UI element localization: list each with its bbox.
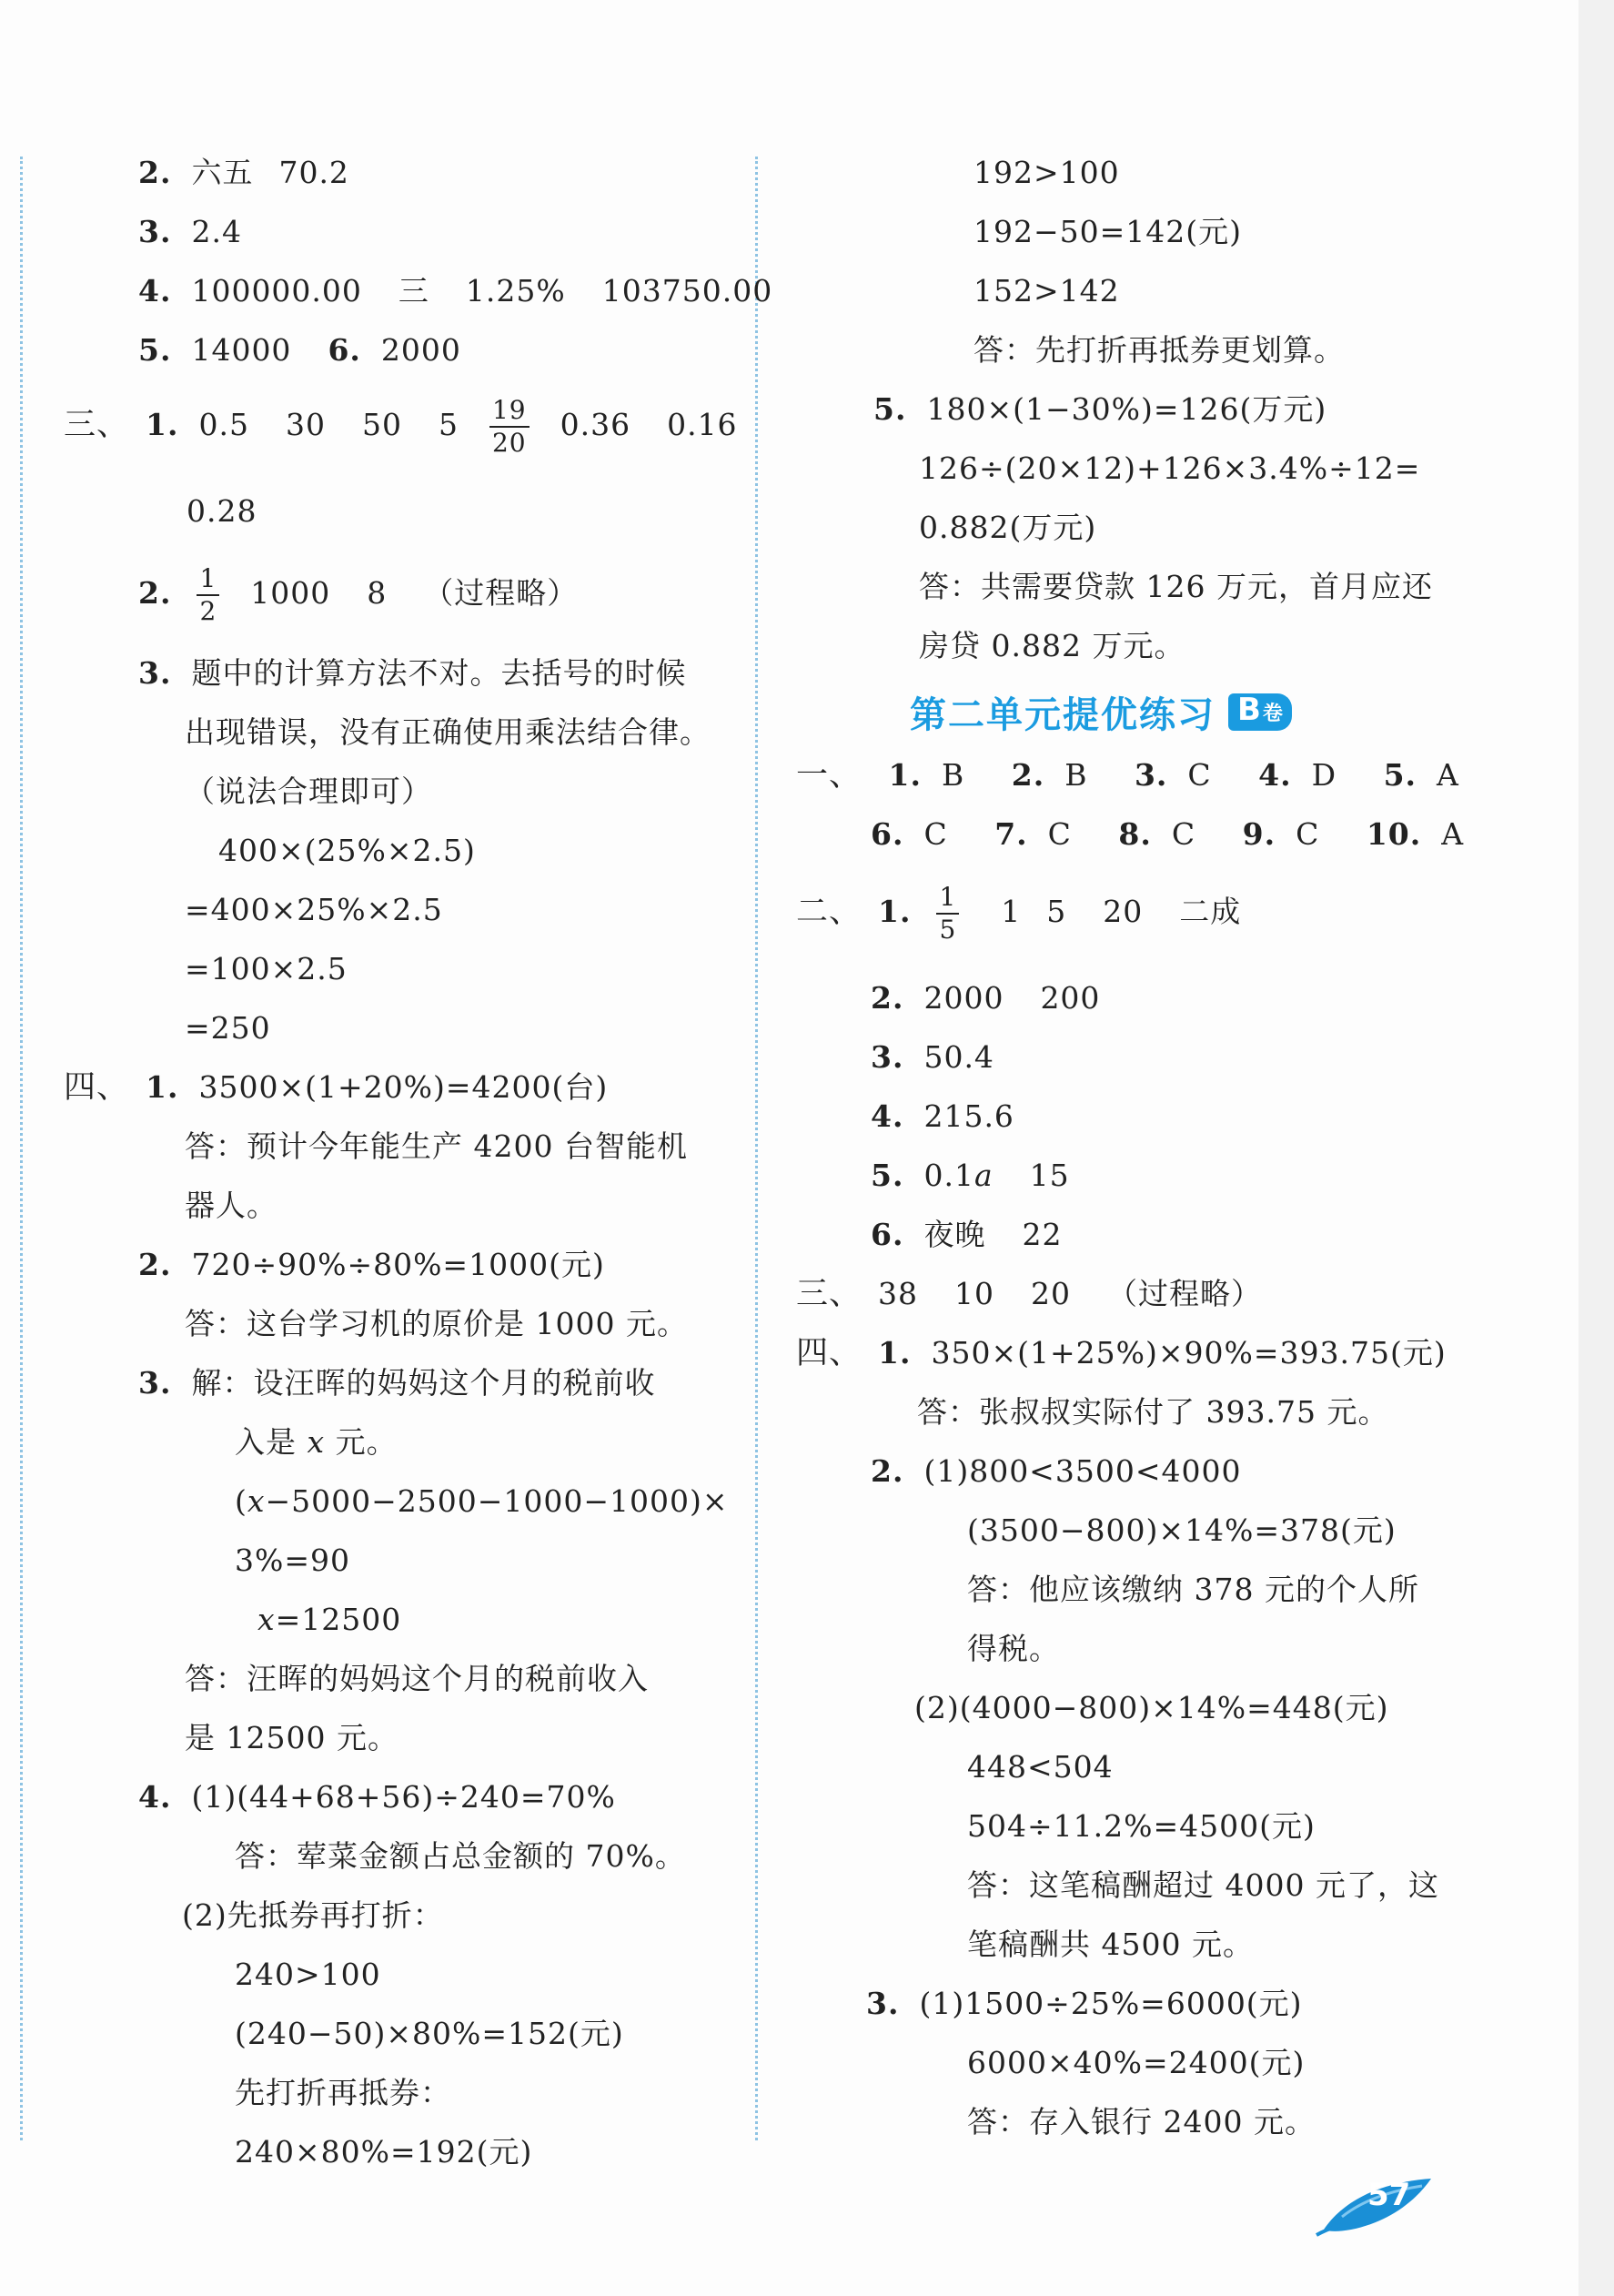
answer-text: 10 [954,1276,995,1311]
fraction [489,395,530,459]
answer-line [871,1217,1062,1253]
page-edge [1579,0,1614,2296]
badge-letter: B [1237,691,1261,728]
answer-text: 0.1 [923,1158,974,1193]
item-number: 1. [888,757,922,793]
answer-line [138,214,242,250]
answer-text: 6000×40%=2400(元) [967,2045,1306,2080]
answer-text: （说法合理即可） [185,774,432,809]
variable: x [307,1424,326,1460]
answer-text: (2)(4000−800)×14%=448(元) [914,1690,1389,1725]
answer-line [185,1661,649,1697]
answer-text: 0.16 [667,407,738,442]
answer-text: 70.2 [278,155,349,190]
answer-text: (1)(44+68+56)÷240=70% [191,1779,616,1815]
answer-text: 题中的计算方法不对。去括号的时候 [191,655,687,691]
answer-line [967,1927,1254,1963]
left-margin-divider [20,157,23,2140]
answer-line [185,774,432,810]
badge-suffix: 卷 [1262,702,1283,725]
answer-text: 答：荤菜金额占总金额的 70%。 [235,1838,686,1874]
answer-line [967,1512,1397,1549]
item-number: 5. [1383,757,1417,793]
item-number: 5. [873,391,907,427]
answer-line [235,1838,686,1875]
variable: x [257,1602,276,1637]
answer-text: 103750.00 [601,273,773,308]
choice-answer: C [1187,757,1212,793]
answer-text: 38 [878,1276,919,1311]
answer-line [796,1276,1262,1312]
item-number: 4. [138,273,172,308]
answer-text: 0.28 [187,493,257,529]
section-number: 二、 [796,894,862,930]
answer-text: 入是 [235,1424,308,1460]
answer-line [185,1306,688,1342]
answer-text: 5 [1046,894,1067,929]
answer-text: 答：共需要贷款 126 万元，首月应还 [919,569,1433,604]
answer-text: 720÷90%÷80%=1000(元) [191,1247,605,1282]
answer-line [138,155,349,191]
fraction-denominator: 2 [199,596,217,626]
answer-line [257,1602,401,1638]
answer-text: 20 [1031,1276,1072,1311]
answer-text: (3500−800)×14%=378(元) [967,1512,1397,1548]
answer-text: 8 [367,575,388,611]
answer-line [871,1098,1014,1135]
fraction [936,882,959,946]
answer-text: 房贷 0.882 万元。 [919,628,1185,663]
answer-text: ( [235,1483,247,1519]
answer-text: 六五 [191,155,254,190]
section-number: 四、 [796,1335,862,1371]
item-number: 2. [871,980,904,1016]
variable: a [973,1158,994,1193]
answer-line [873,391,1327,428]
answer-text: 152>142 [973,273,1120,308]
answer-line [185,951,348,987]
answer-line [138,560,578,627]
choice-answer: A [1441,816,1465,852]
choice-answer: A [1437,757,1459,793]
answer-text: =100×2.5 [185,951,348,986]
answer-line [967,2045,1305,2081]
answer-text: 240×80%=192(元) [235,2134,533,2170]
answer-text: (2)先抵券再打折： [182,1897,444,1933]
answer-text: 15 [1029,1158,1070,1193]
item-number: 3. [871,1039,904,1075]
answer-text: 126÷(20×12)+126×3.4%÷12= [919,450,1421,486]
answer-text: (1)800<3500<4000 [923,1453,1242,1489]
answer-line [967,1749,1114,1785]
fraction-numerator: 1 [197,563,219,596]
answer-text: 答：汪晖的妈妈这个月的税前收入 [185,1661,649,1696]
answer-line [138,1779,616,1816]
answer-text: 1 [1001,894,1022,929]
answer-text: 夜晚 [923,1217,986,1252]
answer-line [185,1010,271,1047]
item-number: 6. [871,1217,904,1252]
answer-line [235,2016,624,2052]
answer-line [917,1394,1388,1431]
answer-line [914,1690,1389,1726]
answer-text: 答：这台学习机的原价是 1000 元。 [185,1306,688,1341]
answer-line [185,1720,398,1756]
item-number: 1. [146,407,179,442]
answer-text: 二成 [1179,894,1242,929]
answer-line [235,1483,729,1520]
answer-text: 1.25% [465,273,566,308]
answer-text: 2000 [380,332,461,368]
answer-text: 答：这笔稿酬超过 4000 元了，这 [967,1867,1439,1903]
choice-answer: B [1064,757,1088,793]
item-number: 3. [1134,757,1168,793]
answer-text: 30 [285,407,326,442]
answer-line [138,1247,605,1283]
answer-text: 5 [438,407,459,442]
answer-text: 504÷11.2%=4500(元) [967,1808,1316,1844]
answer-text: 答：他应该缴纳 378 元的个人所 [967,1572,1419,1607]
answer-line [973,155,1120,191]
section-number: 三、 [64,407,130,443]
item-number: 6. [328,332,361,368]
item-number: 3. [138,655,172,691]
choice-answer: C [1047,816,1072,852]
answer-text: 0.36 [560,407,631,442]
answer-text: 192−50=142(元) [973,214,1243,249]
item-number: 1. [146,1069,179,1105]
answer-text: 答：存入银行 2400 元。 [967,2104,1316,2139]
item-number: 1. [878,894,912,929]
section-number: 三、 [796,1276,862,1312]
answer-line [235,2134,532,2170]
answer-text: 是 12500 元。 [185,1720,398,1755]
answer-text: 215.6 [923,1098,1014,1134]
answer-line [235,1957,381,1993]
choice-answer: C [923,816,948,852]
answer-line [218,833,476,869]
answer-text: 192>100 [973,155,1120,190]
answer-text: =250 [185,1010,271,1046]
answer-text: 2000 [923,980,1004,1016]
choice-answer: D [1311,757,1337,793]
answer-text: 先打折再抵券： [235,2075,451,2110]
paper-b-badge [1228,693,1292,731]
answer-text: 200 [1040,980,1101,1016]
answer-line [796,757,1459,794]
answer-line [871,1453,1241,1490]
answer-text: 240>100 [235,1957,381,1992]
item-number: 1. [878,1335,912,1371]
answer-text: =12500 [275,1602,402,1637]
item-number: 2. [138,575,172,611]
answer-line [973,214,1242,250]
answer-line [138,1365,655,1401]
unit-heading [910,684,1292,739]
answer-line [64,1069,608,1106]
answer-text: 448<504 [967,1749,1114,1785]
answer-text: 答：预计今年能生产 4200 台智能机 [185,1128,688,1164]
answer-line [185,1128,688,1165]
answer-text: 器人。 [185,1188,277,1223]
answer-text: 3500×(1+20%)=4200(台) [198,1069,609,1105]
answer-line [973,273,1120,309]
item-number: 4. [871,1098,904,1134]
answer-line [235,1424,398,1461]
fraction-denominator: 20 [491,428,527,458]
answer-text: 50.4 [923,1039,994,1075]
item-number: 8. [1118,816,1152,852]
answer-text: 22 [1022,1217,1063,1252]
column-divider [755,157,758,2140]
answer-text: （过程略） [423,575,579,611]
answer-text: 350×(1+25%)×90%=393.75(元) [931,1335,1447,1371]
answer-line [967,1867,1439,1904]
answer-text: (240−50)×80%=152(元) [235,2016,624,2051]
item-number: 2. [1011,757,1045,793]
answer-line [919,510,1096,546]
answer-line [973,332,1345,369]
answer-line [796,1335,1447,1371]
answer-line [138,655,686,692]
item-number: 5. [871,1158,904,1193]
item-number: 3. [138,1365,172,1401]
answer-line [185,714,711,751]
answer-line [235,2075,451,2111]
answer-line [871,1158,1070,1194]
answer-line [967,1631,1060,1667]
answer-text: 20 [1103,894,1144,929]
item-number: 2. [138,1247,172,1282]
answer-line [64,391,738,459]
answer-text: （过程略） [1107,1276,1263,1311]
answer-text: 180×(1−30%)=126(万元) [926,391,1327,427]
answer-line [235,1542,350,1579]
unit-title: 第二单元提优练习 [910,693,1216,736]
item-number: 9. [1242,816,1276,852]
answer-text: 三 [398,273,429,308]
answer-line [185,1188,277,1224]
answer-line [967,1572,1419,1608]
item-number: 3. [138,214,172,249]
answer-text: 答：先打折再抵券更划算。 [973,332,1345,368]
answer-text: 14000 [191,332,292,368]
item-number: 5. [138,332,172,368]
page-number: 57 [1367,2177,1411,2213]
section-number: 四、 [64,1069,130,1106]
answer-line [919,569,1433,605]
answer-line [919,450,1420,487]
answer-text: 笔稿酬共 4500 元。 [967,1927,1254,1962]
item-number: 7. [994,816,1028,852]
answer-line [866,1986,1303,2022]
answer-text: 100000.00 [191,273,362,308]
section-number: 一、 [796,757,862,794]
answer-text: 1000 [250,575,331,611]
item-number: 2. [138,155,172,190]
answer-text: 出现错误，没有正确使用乘法结合律。 [185,714,711,750]
answer-line [967,2104,1316,2140]
answer-line [185,892,443,928]
answer-text: 50 [361,407,402,442]
answer-line [871,1039,994,1076]
item-number: 3. [866,1986,900,2021]
answer-text: −5000−2500−1000−1000)× [265,1483,729,1519]
fraction-numerator: 19 [489,395,530,428]
item-number: 2. [871,1453,904,1489]
answer-line [138,332,461,369]
answer-line [182,1897,444,1934]
item-number: 6. [871,816,904,852]
answer-line [138,273,772,309]
answer-text: 答：张叔叔实际付了 393.75 元。 [917,1394,1389,1430]
choice-answer: B [941,757,965,793]
answer-text: 0.5 [198,407,249,442]
item-number: 4. [138,1779,172,1815]
answer-line [796,878,1241,946]
answer-text: =400×25%×2.5 [185,892,443,927]
answer-text: (1)1500÷25%=6000(元) [919,1986,1303,2021]
choice-answer: C [1171,816,1196,852]
choice-answer: C [1296,816,1320,852]
page-number-badge [1315,2166,1437,2239]
fraction-denominator: 5 [939,915,957,945]
answer-text: 2.4 [191,214,242,249]
answer-text: 得税。 [967,1631,1060,1666]
item-number: 10. [1366,816,1422,852]
answer-text: 0.882(万元) [919,510,1097,545]
fraction-numerator: 1 [936,882,959,915]
answer-line [967,1808,1316,1845]
answer-text: 400×(25%×2.5) [218,833,476,868]
answer-line [919,628,1185,664]
answer-text: 解：设汪晖的妈妈这个月的税前收 [191,1365,656,1401]
fraction [197,563,219,627]
answer-line [871,980,1100,1017]
answer-text: 3%=90 [235,1542,350,1578]
item-number: 4. [1258,757,1292,793]
variable: x [247,1483,266,1519]
answer-text: 元。 [325,1424,398,1460]
answer-line [187,493,257,530]
answer-line [871,816,1464,853]
